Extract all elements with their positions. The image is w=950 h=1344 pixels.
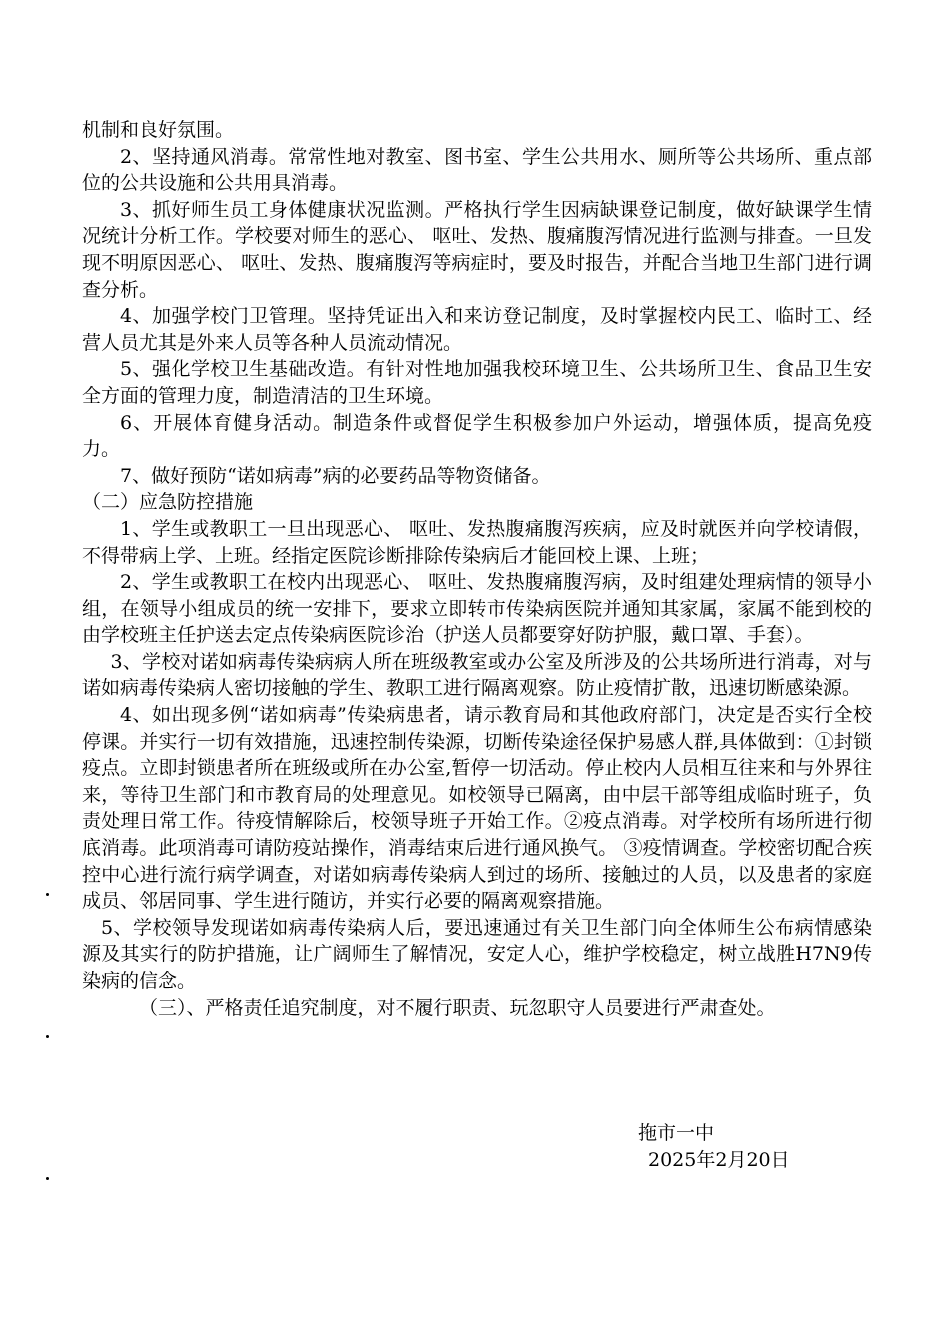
paragraph-gate-management: 4、加强学校门卫管理。坚持凭证出入和来访登记制度，及时掌握校内民工、临时工、经营人员尤其是外来人员等各种人员流动情况。 <box>82 305 872 354</box>
paragraph-intro-tail: 机制和良好氛围。 <box>82 119 235 141</box>
paragraph-fitness: 6、开展体育健身活动。制造条件或督促学生积极参加户外运动，增强体质，提高免疫力。 <box>82 411 872 461</box>
document-body <box>82 117 872 1021</box>
signature-date: 2025年2月20日 <box>648 1149 790 1171</box>
paragraph-emergency-3: 3、学校对诺如病毒传染病病人所在班级教室或办公室及所涉及的公共场所进行消毒，对与诺如病毒传染病人密切接触的学生、教职工进行隔离观察。防止疫情扩散，迅速切断感染源。 <box>82 650 872 700</box>
paragraph-emergency-1: 1、学生或教职工一旦出现恶心、 呕吐、发热腹痛腹泻疾病，应及时就医并向学校请假，不得带病上学、上班。经指定医院诊断排除传染病后才能回校上课、上班； <box>82 517 872 567</box>
section-heading-emergency: （二）应急防控措施 <box>82 491 254 514</box>
signature-org: 拖市一中 <box>638 1122 715 1144</box>
paragraph-ventilation: 2、坚持通风消毒。常常性地对教室、图书室、学生公共用水、厕所等公共场所、重点部位的公共设施和公共用具消毒。 <box>82 145 872 195</box>
paragraph-hygiene-improvement: 5、强化学校卫生基础改造。有针对性地加强我校环境卫生、公共场所卫生、食品卫生安全方面的管理力度，制造清洁的卫生环境。 <box>82 358 872 407</box>
margin-dot <box>46 1177 49 1180</box>
paragraph-emergency-5: 5、学校领导发现诺如病毒传染病人后，要迅速通过有关卫生部门向全体师生公布病情感染源及其实行的防护措施，让广阔师生了解情况，安定人心，维护学校稳定，树立战胜H7N9传染病的信念。 <box>82 916 872 992</box>
paragraph-supplies: 7、做好预防“诺如病毒”病的必要药品等物资储备。 <box>120 464 551 487</box>
paragraph-emergency-4: 4、如出现多例“诺如病毒”传染病患者，请示教育局和其他政府部门，决定是否实行全校停课。并实行一切有效措施，迅速控制传染源，切断传染途径保护易感人群,具体做到：①封锁疫点。立即封锁患者所在班级或所在办公室,暂停一切活动。停止校内人员相互往来和与外界往来，等待卫生部门和市教育局的处理意见。如校领导已隔离，由中层干部等组成临时班子，负责处理日常工作。待疫情解除后，校领导班子开始工作。②疫点消毒。对学校所有场所进行彻底消毒。此项消毒可请防疫站操作，消毒结束后进行通风换气。 ③疫情调查。学校密切配合疾控中心进行流行病学调查，对诺如病毒传染病人到过的场所、接触过的人员，以及患者的家庭成员、邻居同事、学生进行随访，并实行必要的隔离观察措施。 <box>82 704 872 913</box>
section-accountability: （三）、严格责任追究制度，对不履行职责、玩忽职守人员要进行严肃查处。 <box>139 996 776 1019</box>
paragraph-emergency-2: 2、学生或教职工在校内出现恶心、 呕吐、发热腹痛腹泻病，及时组建处理病情的领导小组，在领导小组成员的统一安排下，要求立即转市传染病医院并通知其家属，家属不能到校的由学校班主任护送去定点传染病医院诊治（护送人员都要穿好防护服，戴口罩、手套）。 <box>82 571 872 647</box>
margin-dot <box>46 893 49 896</box>
paragraph-health-monitoring: 3、抓好师生员工身体健康状况监测。严格执行学生因病缺课登记制度，做好缺课学生情况统计分析工作。学校要对师生的恶心、 呕吐、发热、腹痛腹泻情况进行监测与排查。一旦发现不明原因恶心、 呕吐、发热、腹痛腹泻等病症时，要及时报告，并配合当地卫生部门进行调查分析。 <box>82 198 872 301</box>
margin-dot <box>46 1035 49 1038</box>
